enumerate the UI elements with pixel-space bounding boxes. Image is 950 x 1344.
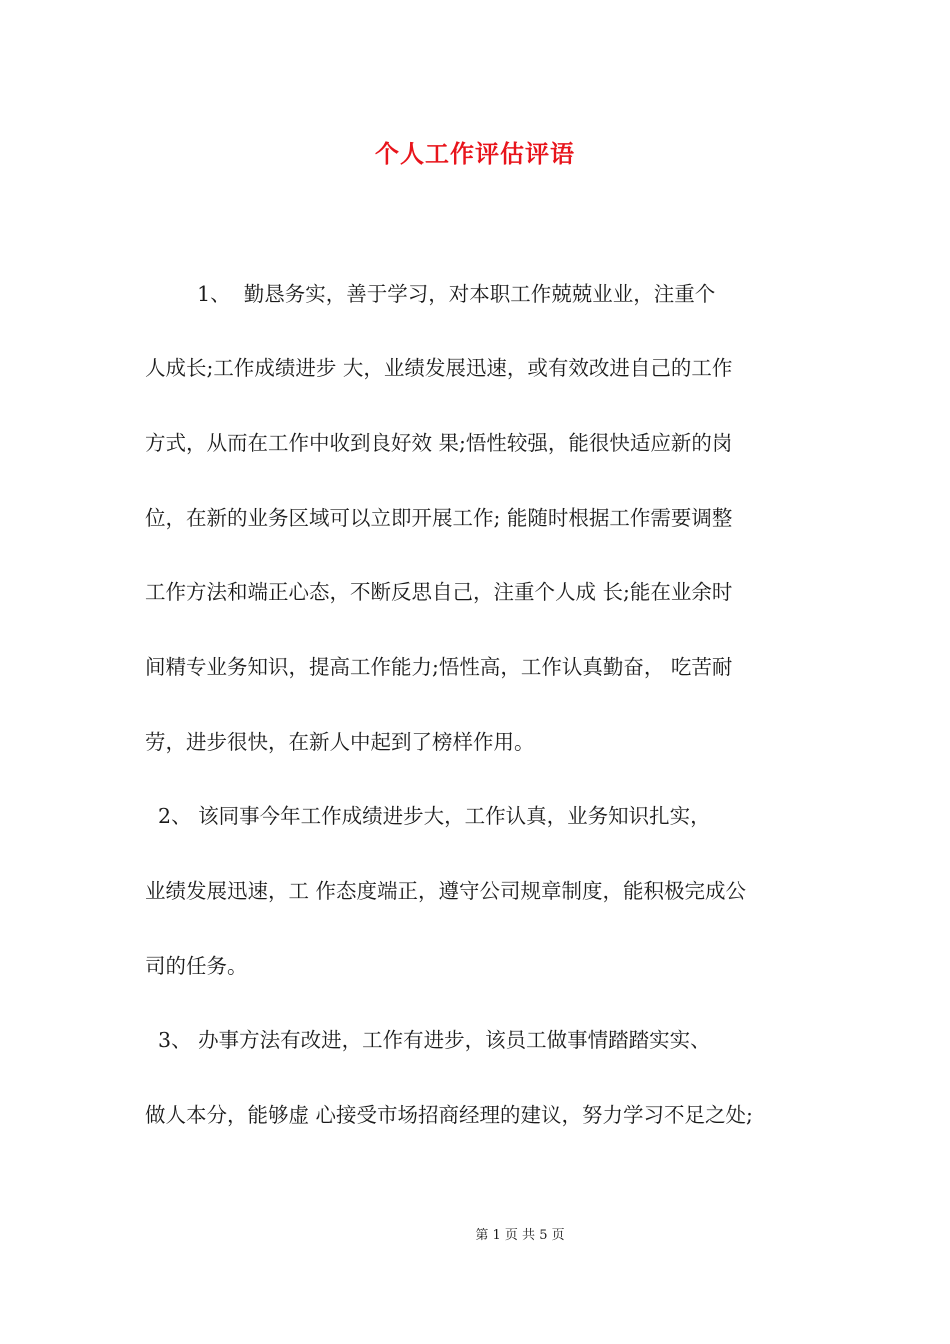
paragraph-1-line-2: 人成长;工作成绩进步 大，业绩发展迅速，或有效改进自己的工作 xyxy=(145,356,733,380)
paragraph-1-line-4: 位，在新的业务区域可以立即开展工作; 能随时根据工作需要调整 xyxy=(145,506,733,530)
paragraph-2-line-1: 2、 该同事今年工作成绩进步大，工作认真，业务知识扎实， xyxy=(145,804,711,828)
paragraph-2-line-2: 业绩发展迅速，工 作态度端正，遵守公司规章制度，能积极完成公 xyxy=(145,879,747,903)
paragraph-1-line-7: 劳，进步很快，在新人中起到了榜样作用。 xyxy=(145,730,535,754)
page-footer: 第 1 页 共 5 页 xyxy=(475,1228,565,1243)
paragraph-1-line-1: 1、 勤恳务实，善于学习，对本职工作兢兢业业，注重个 xyxy=(145,282,716,306)
paragraph-3-line-2: 做人本分，能够虚 心接受市场招商经理的建议，努力学习不足之处; xyxy=(145,1103,753,1127)
paragraph-1-line-5: 工作方法和端正心态，不断反思自己，注重个人成 长;能在业余时 xyxy=(145,580,733,604)
paragraph-1-line-6: 间精专业务知识，提高工作能力;悟性高，工作认真勤奋， 吃苦耐 xyxy=(145,655,733,679)
paragraph-1-line-3: 方式，从而在工作中收到良好效 果;悟性较强，能很快适应新的岗 xyxy=(145,431,733,455)
paragraph-3-line-1: 3、 办事方法有改进，工作有进步，该员工做事情踏踏实实、 xyxy=(145,1028,711,1052)
page-title: 个人工作评估评语 xyxy=(375,139,575,168)
paragraph-2-line-3: 司的任务。 xyxy=(145,954,248,978)
